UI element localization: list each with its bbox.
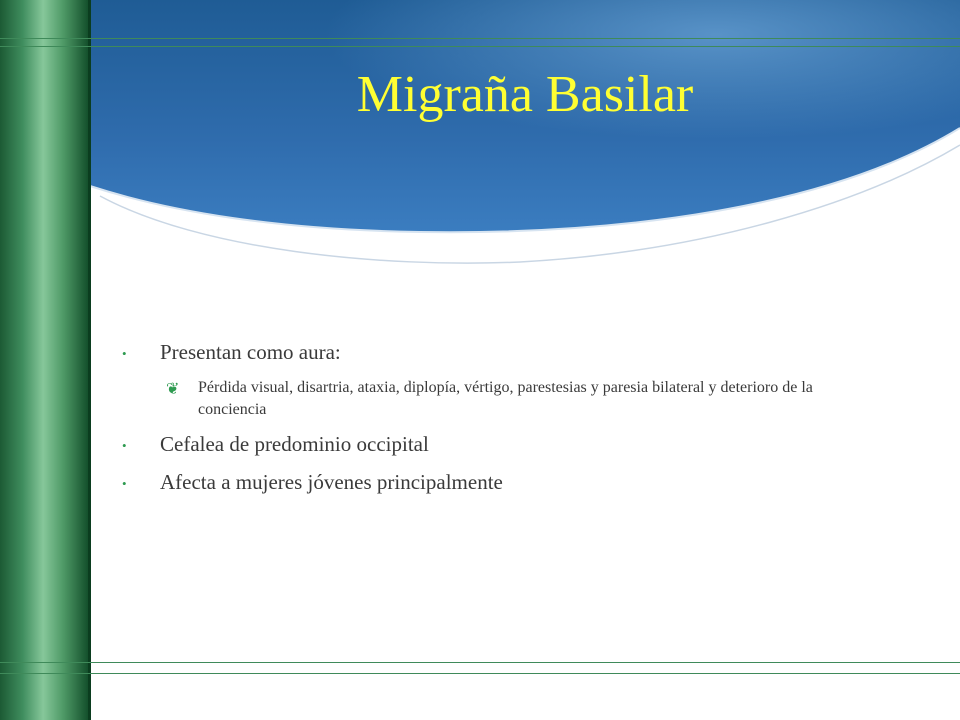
bullet-list	[118, 340, 838, 507]
bottom-rule-1	[0, 662, 960, 663]
left-green-bar	[0, 0, 90, 720]
bullet-item	[118, 470, 838, 495]
bottom-rule-2	[0, 673, 960, 674]
bullet-item	[118, 340, 838, 365]
leaf-bullet-icon: ❦	[166, 379, 180, 399]
bullet-dot-icon: •	[122, 475, 127, 491]
slide-title: Migraña Basilar	[356, 66, 694, 123]
sub-bullet-item	[118, 377, 838, 420]
bullet-dot-icon: •	[122, 438, 127, 454]
header-banner	[0, 0, 960, 280]
top-rule-2	[0, 46, 960, 47]
bullet-item	[118, 432, 838, 457]
sub-bullet-text: Pérdida visual, disartria, ataxia, diplopía, vértigo, parestesias y paresia bilateral y deterioro de la conciencia	[198, 379, 813, 418]
bullet-text: Afecta a mujeres jóvenes principalmente	[160, 469, 503, 494]
bullet-text: Presentan como aura:	[160, 340, 341, 364]
bullet-dot-icon: •	[122, 346, 127, 361]
top-rule-1	[0, 38, 960, 39]
bullet-text: Cefalea de predominio occipital	[160, 432, 429, 457]
